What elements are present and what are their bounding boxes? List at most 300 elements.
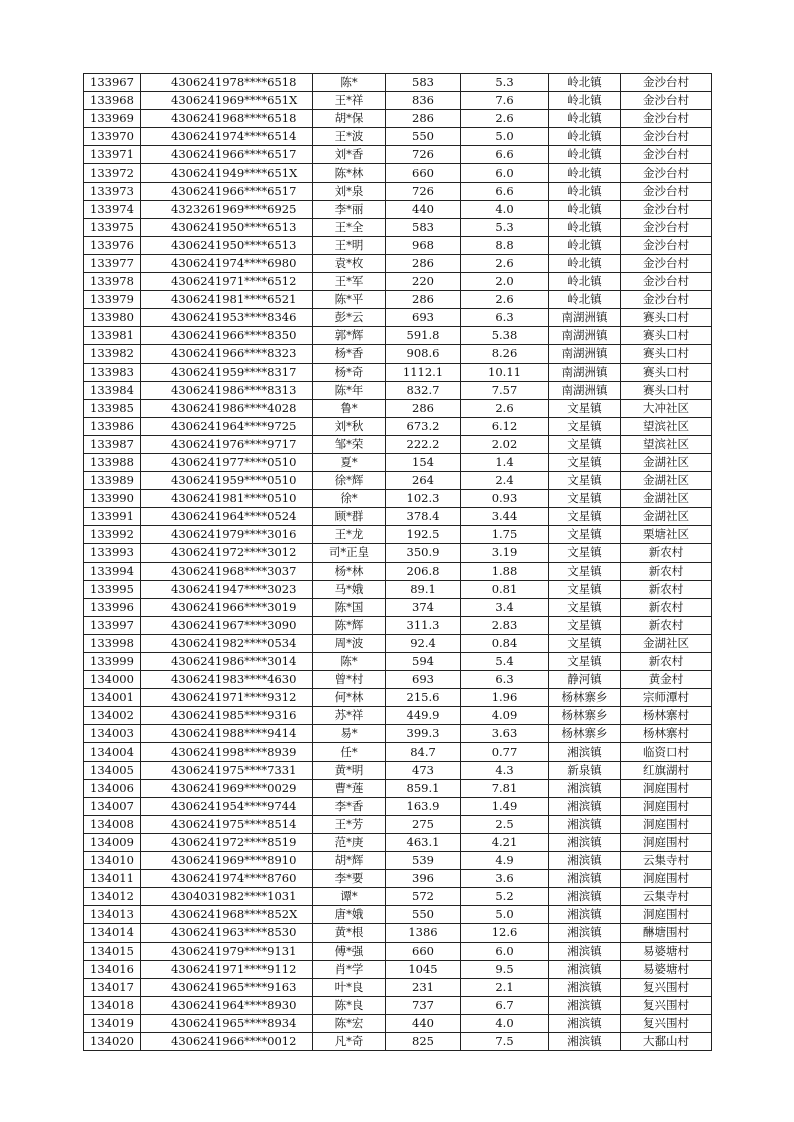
amount-cell: 264: [386, 472, 461, 490]
name-cell: 曹*莲: [313, 779, 386, 797]
village-cell: 金沙台村: [621, 128, 712, 146]
serial-number-cell: 134006: [84, 779, 141, 797]
amount-cell: 399.3: [386, 725, 461, 743]
amount-cell: 832.7: [386, 381, 461, 399]
id-number-cell: 4306241966****0012: [141, 1032, 313, 1050]
table-row: [84, 1032, 712, 1050]
serial-number-cell: 134000: [84, 671, 141, 689]
amount-cell: 737: [386, 996, 461, 1014]
serial-number-cell: 133973: [84, 182, 141, 200]
name-cell: 李*香: [313, 797, 386, 815]
id-number-cell: 4306241963****8530: [141, 924, 313, 942]
area-cell: 6.0: [461, 942, 549, 960]
serial-number-cell: 134011: [84, 870, 141, 888]
township-cell: 文星镇: [549, 598, 621, 616]
amount-cell: 231: [386, 978, 461, 996]
table-row: [84, 327, 712, 345]
table-row: [84, 92, 712, 110]
amount-cell: 968: [386, 236, 461, 254]
id-number-cell: 4306241974****8760: [141, 870, 313, 888]
village-cell: 金沙台村: [621, 236, 712, 254]
township-cell: 文星镇: [549, 562, 621, 580]
name-cell: 任*: [313, 743, 386, 761]
township-cell: 岭北镇: [549, 182, 621, 200]
serial-number-cell: 133991: [84, 508, 141, 526]
village-cell: 大鄱山村: [621, 1032, 712, 1050]
table-row: [84, 671, 712, 689]
area-cell: 4.9: [461, 852, 549, 870]
area-cell: 1.88: [461, 562, 549, 580]
table-row: [84, 453, 712, 471]
village-cell: 金湖社区: [621, 634, 712, 652]
area-cell: 1.75: [461, 526, 549, 544]
table-row: [84, 544, 712, 562]
village-cell: 洞庭围村: [621, 797, 712, 815]
township-cell: 湘滨镇: [549, 960, 621, 978]
area-cell: 10.11: [461, 363, 549, 381]
township-cell: 湘滨镇: [549, 1014, 621, 1032]
serial-number-cell: 133968: [84, 92, 141, 110]
id-number-cell: 4306241979****9131: [141, 942, 313, 960]
id-number-cell: 4306241982****0534: [141, 634, 313, 652]
township-cell: 文星镇: [549, 634, 621, 652]
table-row: [84, 254, 712, 272]
name-cell: 陈*宏: [313, 1014, 386, 1032]
township-cell: 岭北镇: [549, 164, 621, 182]
table-row: [84, 852, 712, 870]
village-cell: 黄金村: [621, 671, 712, 689]
name-cell: 王*祥: [313, 92, 386, 110]
id-number-cell: 4306241968****6518: [141, 110, 313, 128]
table-row: [84, 381, 712, 399]
area-cell: 6.6: [461, 146, 549, 164]
village-cell: 金沙台村: [621, 110, 712, 128]
serial-number-cell: 133970: [84, 128, 141, 146]
name-cell: 徐*: [313, 490, 386, 508]
amount-cell: 396: [386, 870, 461, 888]
amount-cell: 102.3: [386, 490, 461, 508]
area-cell: 2.4: [461, 472, 549, 490]
table-row: [84, 815, 712, 833]
name-cell: 邹*荣: [313, 435, 386, 453]
amount-cell: 693: [386, 309, 461, 327]
table-row: [84, 978, 712, 996]
village-cell: 赛头口村: [621, 345, 712, 363]
name-cell: 唐*娥: [313, 906, 386, 924]
village-cell: 望滨社区: [621, 417, 712, 435]
id-number-cell: 4306241974****6514: [141, 128, 313, 146]
table-row: [84, 490, 712, 508]
amount-cell: 220: [386, 273, 461, 291]
area-cell: 1.4: [461, 453, 549, 471]
id-number-cell: 4306241966****6517: [141, 182, 313, 200]
township-cell: 岭北镇: [549, 74, 621, 92]
township-cell: 湘滨镇: [549, 779, 621, 797]
name-cell: 陈*平: [313, 291, 386, 309]
id-number-cell: 4306241981****0510: [141, 490, 313, 508]
serial-number-cell: 133994: [84, 562, 141, 580]
area-cell: 1.96: [461, 689, 549, 707]
id-number-cell: 4306241975****8514: [141, 815, 313, 833]
id-number-cell: 4306241972****3012: [141, 544, 313, 562]
area-cell: 2.6: [461, 399, 549, 417]
name-cell: 周*波: [313, 634, 386, 652]
name-cell: 刘*泉: [313, 182, 386, 200]
name-cell: 王*军: [313, 273, 386, 291]
serial-number-cell: 133977: [84, 254, 141, 272]
village-cell: 金沙台村: [621, 273, 712, 291]
table-row: [84, 472, 712, 490]
area-cell: 4.0: [461, 200, 549, 218]
id-number-cell: 4306241965****8934: [141, 1014, 313, 1032]
id-number-cell: 4306241986****8313: [141, 381, 313, 399]
township-cell: 文星镇: [549, 453, 621, 471]
id-number-cell: 4306241967****3090: [141, 616, 313, 634]
area-cell: 4.0: [461, 1014, 549, 1032]
name-cell: 叶*良: [313, 978, 386, 996]
name-cell: 何*林: [313, 689, 386, 707]
amount-cell: 92.4: [386, 634, 461, 652]
serial-number-cell: 133984: [84, 381, 141, 399]
area-cell: 4.09: [461, 707, 549, 725]
village-cell: 易婆塘村: [621, 960, 712, 978]
village-cell: 临资口村: [621, 743, 712, 761]
village-cell: 复兴围村: [621, 996, 712, 1014]
amount-cell: 1386: [386, 924, 461, 942]
name-cell: 夏*: [313, 453, 386, 471]
name-cell: 王*全: [313, 218, 386, 236]
village-cell: 云集寺村: [621, 852, 712, 870]
village-cell: 新农村: [621, 544, 712, 562]
name-cell: 陈*年: [313, 381, 386, 399]
table-row: [84, 508, 712, 526]
table-row: [84, 797, 712, 815]
serial-number-cell: 134008: [84, 815, 141, 833]
township-cell: 湘滨镇: [549, 833, 621, 851]
table-row: [84, 906, 712, 924]
village-cell: 栗塘社区: [621, 526, 712, 544]
township-cell: 南湖洲镇: [549, 309, 621, 327]
amount-cell: 163.9: [386, 797, 461, 815]
table-row: [84, 1014, 712, 1032]
township-cell: 湘滨镇: [549, 815, 621, 833]
area-cell: 5.0: [461, 906, 549, 924]
village-cell: 望滨社区: [621, 435, 712, 453]
amount-cell: 449.9: [386, 707, 461, 725]
amount-cell: 550: [386, 128, 461, 146]
township-cell: 岭北镇: [549, 273, 621, 291]
area-cell: 0.77: [461, 743, 549, 761]
name-cell: 胡*保: [313, 110, 386, 128]
name-cell: 胡*辉: [313, 852, 386, 870]
table-row: [84, 345, 712, 363]
table-row: [84, 146, 712, 164]
name-cell: 黄*明: [313, 761, 386, 779]
id-number-cell: 4306241968****852X: [141, 906, 313, 924]
id-number-cell: 4306241959****8317: [141, 363, 313, 381]
amount-cell: 154: [386, 453, 461, 471]
township-cell: 湘滨镇: [549, 924, 621, 942]
id-number-cell: 4306241965****9163: [141, 978, 313, 996]
serial-number-cell: 133969: [84, 110, 141, 128]
village-cell: 金湖社区: [621, 472, 712, 490]
village-cell: 赛头口村: [621, 363, 712, 381]
id-number-cell: 4306241966****8323: [141, 345, 313, 363]
amount-cell: 726: [386, 182, 461, 200]
area-cell: 6.6: [461, 182, 549, 200]
area-cell: 2.02: [461, 435, 549, 453]
village-cell: 杨林寨村: [621, 725, 712, 743]
area-cell: 2.83: [461, 616, 549, 634]
name-cell: 杨*奇: [313, 363, 386, 381]
amount-cell: 286: [386, 291, 461, 309]
township-cell: 岭北镇: [549, 200, 621, 218]
amount-cell: 378.4: [386, 508, 461, 526]
village-cell: 新农村: [621, 598, 712, 616]
serial-number-cell: 133999: [84, 653, 141, 671]
village-cell: 红旗湖村: [621, 761, 712, 779]
village-cell: 金沙台村: [621, 254, 712, 272]
village-cell: 洞庭围村: [621, 906, 712, 924]
id-number-cell: 4306241964****0524: [141, 508, 313, 526]
area-cell: 3.63: [461, 725, 549, 743]
name-cell: 杨*林: [313, 562, 386, 580]
area-cell: 3.6: [461, 870, 549, 888]
serial-number-cell: 133997: [84, 616, 141, 634]
serial-number-cell: 133978: [84, 273, 141, 291]
amount-cell: 572: [386, 888, 461, 906]
table-row: [84, 417, 712, 435]
township-cell: 湘滨镇: [549, 870, 621, 888]
serial-number-cell: 133980: [84, 309, 141, 327]
area-cell: 5.38: [461, 327, 549, 345]
serial-number-cell: 134004: [84, 743, 141, 761]
area-cell: 3.4: [461, 598, 549, 616]
village-cell: 赛头口村: [621, 309, 712, 327]
amount-cell: 591.8: [386, 327, 461, 345]
township-cell: 杨林寨乡: [549, 689, 621, 707]
township-cell: 湘滨镇: [549, 852, 621, 870]
table-row: [84, 924, 712, 942]
table-row: [84, 291, 712, 309]
amount-cell: 463.1: [386, 833, 461, 851]
township-cell: 南湖洲镇: [549, 327, 621, 345]
table-row: [84, 218, 712, 236]
name-cell: 肖*学: [313, 960, 386, 978]
area-cell: 4.21: [461, 833, 549, 851]
serial-number-cell: 134009: [84, 833, 141, 851]
table-row: [84, 653, 712, 671]
area-cell: 5.3: [461, 74, 549, 92]
amount-cell: 473: [386, 761, 461, 779]
village-cell: 醂塘围村: [621, 924, 712, 942]
township-cell: 岭北镇: [549, 236, 621, 254]
name-cell: 谭*: [313, 888, 386, 906]
name-cell: 陈*: [313, 74, 386, 92]
serial-number-cell: 133993: [84, 544, 141, 562]
township-cell: 新泉镇: [549, 761, 621, 779]
name-cell: 范*庚: [313, 833, 386, 851]
table-row: [84, 761, 712, 779]
name-cell: 陈*: [313, 653, 386, 671]
township-cell: 文星镇: [549, 417, 621, 435]
area-cell: 2.5: [461, 815, 549, 833]
amount-cell: 192.5: [386, 526, 461, 544]
area-cell: 6.0: [461, 164, 549, 182]
name-cell: 鲁*: [313, 399, 386, 417]
name-cell: 曾*村: [313, 671, 386, 689]
amount-cell: 275: [386, 815, 461, 833]
village-cell: 洞庭围村: [621, 833, 712, 851]
serial-number-cell: 134013: [84, 906, 141, 924]
amount-cell: 836: [386, 92, 461, 110]
amount-cell: 550: [386, 906, 461, 924]
serial-number-cell: 133987: [84, 435, 141, 453]
serial-number-cell: 133981: [84, 327, 141, 345]
id-number-cell: 4306241964****8930: [141, 996, 313, 1014]
id-number-cell: 4306241947****3023: [141, 580, 313, 598]
area-cell: 0.84: [461, 634, 549, 652]
table-row: [84, 200, 712, 218]
id-number-cell: 4306241981****6521: [141, 291, 313, 309]
table-row: [84, 182, 712, 200]
serial-number-cell: 134007: [84, 797, 141, 815]
township-cell: 岭北镇: [549, 146, 621, 164]
serial-number-cell: 134001: [84, 689, 141, 707]
serial-number-cell: 134005: [84, 761, 141, 779]
id-number-cell: 4306241969****8910: [141, 852, 313, 870]
amount-cell: 583: [386, 218, 461, 236]
area-cell: 2.6: [461, 291, 549, 309]
serial-number-cell: 134014: [84, 924, 141, 942]
serial-number-cell: 133986: [84, 417, 141, 435]
township-cell: 湘滨镇: [549, 906, 621, 924]
table-row: [84, 779, 712, 797]
table-row: [84, 634, 712, 652]
serial-number-cell: 133995: [84, 580, 141, 598]
serial-number-cell: 133996: [84, 598, 141, 616]
table-row: [84, 598, 712, 616]
amount-cell: 583: [386, 74, 461, 92]
township-cell: 南湖洲镇: [549, 381, 621, 399]
serial-number-cell: 133975: [84, 218, 141, 236]
village-cell: 新农村: [621, 580, 712, 598]
serial-number-cell: 134020: [84, 1032, 141, 1050]
amount-cell: 1112.1: [386, 363, 461, 381]
id-number-cell: 4306241966****3019: [141, 598, 313, 616]
serial-number-cell: 133990: [84, 490, 141, 508]
id-number-cell: 4306241966****6517: [141, 146, 313, 164]
area-cell: 7.57: [461, 381, 549, 399]
township-cell: 岭北镇: [549, 92, 621, 110]
township-cell: 湘滨镇: [549, 996, 621, 1014]
area-cell: 5.3: [461, 218, 549, 236]
village-cell: 大冲社区: [621, 399, 712, 417]
village-cell: 云集寺村: [621, 888, 712, 906]
amount-cell: 726: [386, 146, 461, 164]
township-cell: 湘滨镇: [549, 888, 621, 906]
area-cell: 6.3: [461, 671, 549, 689]
area-cell: 5.4: [461, 653, 549, 671]
id-number-cell: 4304031982****1031: [141, 888, 313, 906]
id-number-cell: 4306241985****9316: [141, 707, 313, 725]
township-cell: 南湖洲镇: [549, 363, 621, 381]
village-cell: 金沙台村: [621, 164, 712, 182]
serial-number-cell: 133992: [84, 526, 141, 544]
name-cell: 刘*秋: [313, 417, 386, 435]
township-cell: 岭北镇: [549, 218, 621, 236]
village-cell: 金湖社区: [621, 453, 712, 471]
id-number-cell: 4306241971****6512: [141, 273, 313, 291]
township-cell: 文星镇: [549, 580, 621, 598]
name-cell: 傅*强: [313, 942, 386, 960]
township-cell: 湘滨镇: [549, 978, 621, 996]
name-cell: 李*要: [313, 870, 386, 888]
amount-cell: 693: [386, 671, 461, 689]
id-number-cell: 4306241986****4028: [141, 399, 313, 417]
township-cell: 文星镇: [549, 526, 621, 544]
township-cell: 文星镇: [549, 490, 621, 508]
name-cell: 王*明: [313, 236, 386, 254]
id-number-cell: 4306241977****0510: [141, 453, 313, 471]
area-cell: 6.12: [461, 417, 549, 435]
id-number-cell: 4306241986****3014: [141, 653, 313, 671]
area-cell: 2.6: [461, 110, 549, 128]
village-cell: 金沙台村: [621, 92, 712, 110]
serial-number-cell: 134010: [84, 852, 141, 870]
serial-number-cell: 133967: [84, 74, 141, 92]
village-cell: 易婆塘村: [621, 942, 712, 960]
amount-cell: 825: [386, 1032, 461, 1050]
township-cell: 杨林寨乡: [549, 707, 621, 725]
table-row: [84, 833, 712, 851]
amount-cell: 660: [386, 942, 461, 960]
id-number-cell: 4306241998****8939: [141, 743, 313, 761]
amount-cell: 286: [386, 110, 461, 128]
serial-number-cell: 134016: [84, 960, 141, 978]
area-cell: 2.0: [461, 273, 549, 291]
village-cell: 金湖社区: [621, 490, 712, 508]
township-cell: 湘滨镇: [549, 942, 621, 960]
table-row: [84, 526, 712, 544]
serial-number-cell: 134019: [84, 1014, 141, 1032]
village-cell: 复兴围村: [621, 1014, 712, 1032]
township-cell: 岭北镇: [549, 110, 621, 128]
village-cell: 新农村: [621, 562, 712, 580]
village-cell: 金沙台村: [621, 200, 712, 218]
area-cell: 5.2: [461, 888, 549, 906]
id-number-cell: 4306241979****3016: [141, 526, 313, 544]
table-row: [84, 399, 712, 417]
id-number-cell: 4306241975****7331: [141, 761, 313, 779]
records-table: [83, 73, 712, 1051]
serial-number-cell: 134003: [84, 725, 141, 743]
village-cell: 洞庭围村: [621, 815, 712, 833]
village-cell: 金沙台村: [621, 182, 712, 200]
township-cell: 湘滨镇: [549, 1032, 621, 1050]
id-number-cell: 4306241969****651X: [141, 92, 313, 110]
village-cell: 赛头口村: [621, 381, 712, 399]
name-cell: 陈*辉: [313, 616, 386, 634]
village-cell: 宗师潭村: [621, 689, 712, 707]
area-cell: 7.81: [461, 779, 549, 797]
serial-number-cell: 134002: [84, 707, 141, 725]
name-cell: 刘*香: [313, 146, 386, 164]
name-cell: 王*波: [313, 128, 386, 146]
area-cell: 5.0: [461, 128, 549, 146]
area-cell: 0.81: [461, 580, 549, 598]
table-row: [84, 273, 712, 291]
